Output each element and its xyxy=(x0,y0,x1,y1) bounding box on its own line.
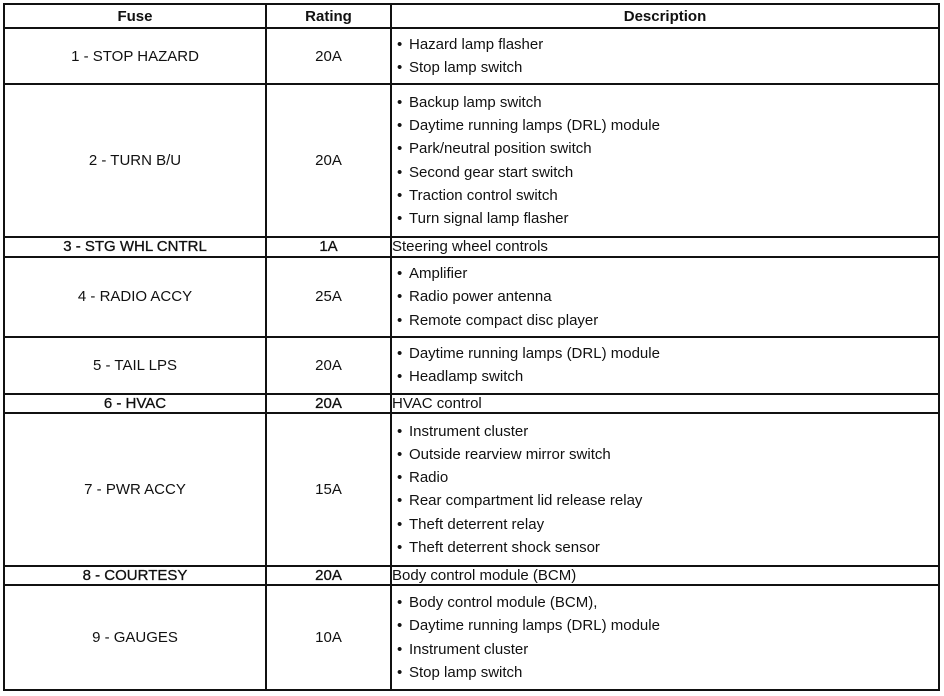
description-list xyxy=(392,417,938,563)
list-item: • Second gear start switch xyxy=(409,161,938,184)
list-item: • Remote compact disc player xyxy=(409,309,938,332)
list-item: • Turn signal lamp flasher xyxy=(409,207,938,230)
fuse-description: Body control module (BCM) xyxy=(391,566,939,586)
description-list xyxy=(392,30,938,83)
fuse-table xyxy=(3,3,940,691)
list-item: • Instrument cluster xyxy=(409,420,938,443)
fuse-name: 1 - STOP HAZARD xyxy=(4,28,266,84)
list-item: • Amplifier xyxy=(409,262,938,285)
list-item: • Radio xyxy=(409,466,938,489)
list-item: • Body control module (BCM), xyxy=(409,591,938,614)
table-row xyxy=(4,394,939,414)
list-item: • Daytime running lamps (DRL) module xyxy=(409,342,938,365)
table-row xyxy=(4,337,939,393)
table-row xyxy=(4,585,939,690)
header-description: Description xyxy=(391,4,939,28)
fuse-description xyxy=(391,585,939,690)
fuse-name: 7 - PWR ACCY xyxy=(4,413,266,566)
fuse-rating: 20A xyxy=(266,84,391,237)
fuse-description xyxy=(391,257,939,337)
fuse-name: 6 - HVAC xyxy=(4,394,266,414)
list-item: • Radio power antenna xyxy=(409,285,938,308)
fuse-name: 8 - COURTESY xyxy=(4,566,266,586)
table-row xyxy=(4,84,939,237)
fuse-name: 9 - GAUGES xyxy=(4,585,266,690)
list-item: • Traction control switch xyxy=(409,184,938,207)
fuse-name: 2 - TURN B/U xyxy=(4,84,266,237)
description-list xyxy=(392,259,938,335)
header-rating: Rating xyxy=(266,4,391,28)
table-row xyxy=(4,566,939,586)
table-row xyxy=(4,413,939,566)
fuse-name: 4 - RADIO ACCY xyxy=(4,257,266,337)
table-row xyxy=(4,237,939,257)
list-item: • Outside rearview mirror switch xyxy=(409,443,938,466)
fuse-description: Steering wheel controls xyxy=(391,237,939,257)
table-row xyxy=(4,257,939,337)
list-item: • Headlamp switch xyxy=(409,365,938,388)
list-item: • Daytime running lamps (DRL) module xyxy=(409,614,938,637)
fuse-rating: 10A xyxy=(266,585,391,690)
description-list xyxy=(392,88,938,234)
list-item: • Theft deterrent relay xyxy=(409,513,938,536)
table-row xyxy=(4,28,939,84)
list-item: • Theft deterrent shock sensor xyxy=(409,536,938,559)
fuse-description xyxy=(391,28,939,84)
fuse-name: 5 - TAIL LPS xyxy=(4,337,266,393)
header-row xyxy=(4,4,939,28)
header-fuse: Fuse xyxy=(4,4,266,28)
description-list xyxy=(392,588,938,687)
description-list xyxy=(392,339,938,392)
list-item: • Instrument cluster xyxy=(409,638,938,661)
fuse-description xyxy=(391,337,939,393)
list-item: • Hazard lamp flasher xyxy=(409,33,938,56)
fuse-name: 3 - STG WHL CNTRL xyxy=(4,237,266,257)
fuse-rating: 20A xyxy=(266,566,391,586)
fuse-rating: 20A xyxy=(266,337,391,393)
fuse-rating: 1A xyxy=(266,237,391,257)
list-item: • Rear compartment lid release relay xyxy=(409,489,938,512)
fuse-rating: 20A xyxy=(266,394,391,414)
fuse-rating: 15A xyxy=(266,413,391,566)
fuse-rating: 25A xyxy=(266,257,391,337)
list-item: • Backup lamp switch xyxy=(409,91,938,114)
list-item: • Park/neutral position switch xyxy=(409,137,938,160)
fuse-description: HVAC control xyxy=(391,394,939,414)
list-item: • Stop lamp switch xyxy=(409,661,938,684)
fuse-rating: 20A xyxy=(266,28,391,84)
list-item: • Daytime running lamps (DRL) module xyxy=(409,114,938,137)
list-item: • Stop lamp switch xyxy=(409,56,938,79)
fuse-description xyxy=(391,84,939,237)
fuse-description xyxy=(391,413,939,566)
